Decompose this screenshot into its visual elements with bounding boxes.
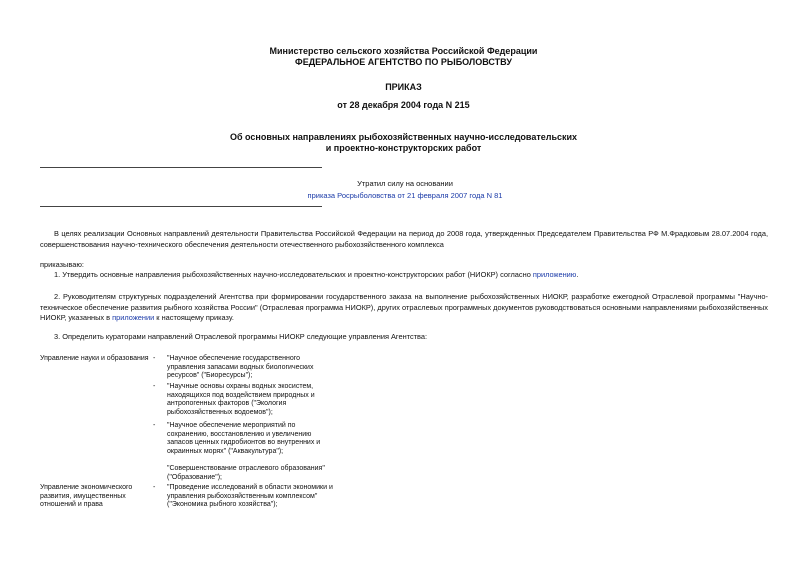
agency-name: ФЕДЕРАЛЬНОЕ АГЕНТСТВО ПО РЫБОЛОВСТВУ: [295, 57, 512, 67]
curator-dept-1: Управление науки и образования: [40, 355, 149, 362]
item-1-end: .: [576, 270, 579, 279]
appendix-link[interactable]: приложению: [532, 270, 577, 279]
dash-4: -: [153, 484, 156, 491]
divider-top: [40, 167, 322, 168]
intro-paragraph: В целях реализации Основных направлений деятельности Правительства Российской Федерации на период до 2008 года, утвержденных Председателем Правительства РФ М.Фрадковым 28.07.2004 года, совершенствования научно-технического обеспечения деятельности отечественного рыбохозяйственного комплекса: [40, 229, 768, 249]
dept-1-direction-3: "Научное обеспечение мероприятий по сохранению, восстановлению и увеличению запасов ценных гидробионтов во внутренних и окраинных морях" ("Аквакультура");: [167, 422, 321, 455]
dept-1-direction-4: "Совершенствование отраслевого образования" ("Образование");: [167, 465, 325, 481]
dash-2: -: [153, 383, 156, 390]
lost-force-link[interactable]: приказа Росрыболовства от 21 февраля 2007 года N 81: [307, 191, 503, 200]
lost-force-text: Утратил силу на основании: [357, 179, 453, 188]
curator-dept-2: Управление экономического развития, имущественных отношений и права: [40, 484, 133, 509]
item-2-end: к настоящему приказу.: [154, 313, 234, 322]
dash-3: -: [153, 422, 156, 429]
item-3-paragraph: 3. Определить кураторами направлений Отраслевой программы НИОКР следующие управления Агентства:: [54, 332, 428, 341]
item-1-text: 1. Утвердить основные направления рыбохозяйственных научно-исследовательских и проектно-конструкторских работ (НИОКР) согласно: [54, 270, 533, 279]
item-2-text: 2. Руководителям структурных подразделений Агентства при формировании государственного заказа на выполнение рыбохозяйственных НИОКР, разработке ежегодной Отраслевой программы "Научно-техническое обеспечение развития рыбного хозяйства России" (Отраслевая программа НИОКР), других отраслевых программных документов руководствоваться основными направлениями рыбохозяйственных НИОКР, указанных в: [40, 292, 768, 322]
order-word: приказываю:: [40, 260, 84, 269]
item-2-paragraph: [40, 292, 768, 324]
dept-2-direction-1: "Проведение исследований в области экономики и управления рыбохозяйственным комплексом" ("Экономика рыбного хозяйства");: [167, 484, 333, 509]
appendix-link-2[interactable]: приложении: [112, 313, 155, 322]
document-title-line-2: и проектно-конструкторских работ: [325, 143, 482, 153]
item-1-paragraph: [40, 270, 768, 281]
document-title-line-1: Об основных направлениях рыбохозяйственных научно-исследовательских: [229, 132, 578, 142]
document-type: ПРИКАЗ: [385, 82, 422, 92]
lost-force-note: [300, 178, 510, 202]
ministry-name: Министерство сельского хозяйства Российской Федерации: [269, 46, 538, 56]
dept-1-direction-2: "Научные основы охраны водных экосистем, находящихся под воздействием природных и антропогенных факторов ("Экология рыбохозяйственных водоемов");: [167, 383, 315, 416]
document-date: от 28 декабря 2004 года N 215: [337, 100, 470, 110]
dept-1-direction-1: "Научное обеспечение государственного управления запасами водных биологических ресурсов" ("Биоресурсы");: [167, 355, 314, 380]
dash-1: -: [153, 355, 156, 362]
divider-bottom: [40, 206, 322, 207]
